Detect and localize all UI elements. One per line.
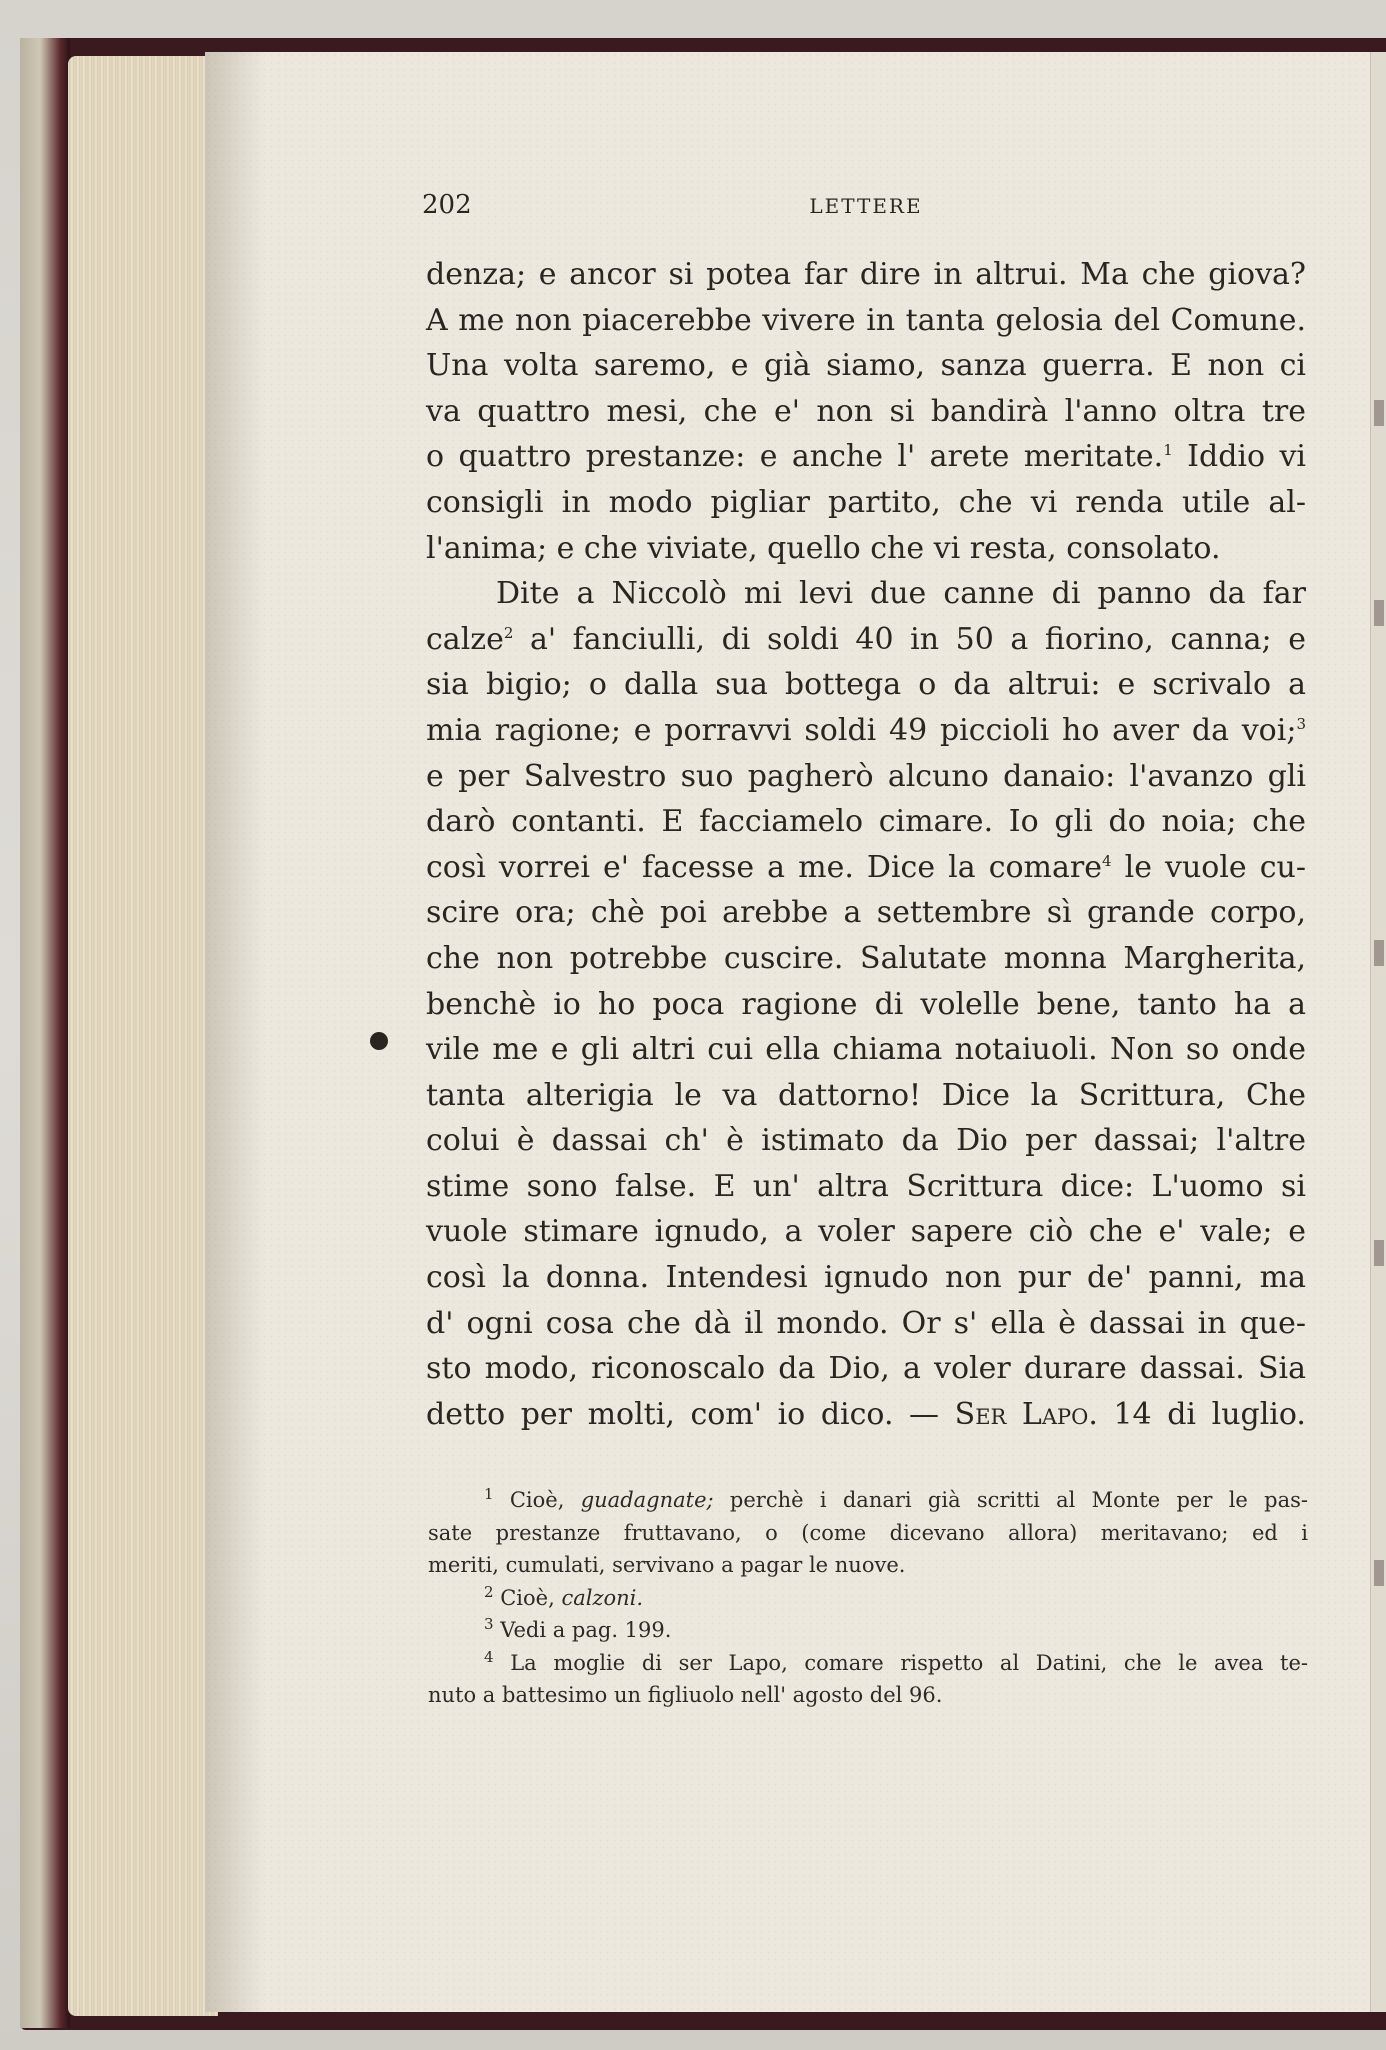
letter-date: 14 di luglio.: [1113, 1396, 1306, 1432]
running-title: LETTERE: [809, 194, 923, 218]
text-line: [426, 1392, 1306, 1438]
text-line: e per Salvestro suo pagherò alcuno danaio: l'avanzo gli: [426, 758, 1306, 794]
text-segment: Iddio vi: [1187, 439, 1306, 475]
text-segment: le vuole cu-: [1124, 849, 1306, 885]
text-line: [426, 617, 1306, 663]
text-line: scire ora; chè poi arebbe a settembre sì grande corpo,: [426, 895, 1306, 931]
footnote-2: [428, 1582, 1308, 1615]
text-line: sto modo, riconoscalo da Dio, a voler durare dassai. Sia: [426, 1351, 1306, 1387]
facing-page-bleed: [1374, 600, 1384, 626]
note-mark-1: 1: [1163, 441, 1173, 460]
text-line: stime sono false. E un' altra Scrittura dice: L'uomo si: [426, 1168, 1306, 1204]
text-segment: o quattro prestanze: e anche l' arete meritate.: [426, 439, 1164, 475]
text-line: Dite a Niccolò mi levi due canne di panno da far: [496, 576, 1306, 612]
facing-page-edge: [1370, 52, 1386, 2012]
text-line: [426, 708, 1306, 754]
text-line: [426, 434, 1306, 480]
running-head: [422, 190, 1310, 230]
text-line: d' ogni cosa che dà il mondo. Or s' ella è dassai in que-: [426, 1305, 1306, 1341]
footnote-1-line: sate prestanze fruttavano, o (come dicevano allora) meritavano; ed i: [428, 1520, 1308, 1545]
footnote-3-number: 3: [484, 1615, 494, 1633]
note-mark-2: 2: [503, 623, 514, 642]
footnotes: [428, 1484, 1308, 1712]
text-line: Una volta saremo, e già siamo, sanza guerra. E non ci: [426, 348, 1306, 384]
facing-page-bleed: [1374, 940, 1384, 966]
book-spine-edge: [20, 38, 70, 2028]
letter-body: [426, 252, 1306, 1437]
page-number: 202: [422, 190, 472, 220]
text-segment: Cioè,: [500, 1585, 555, 1610]
note-mark-3: 3: [1296, 714, 1306, 733]
text-line: tanta alterigia le va dattorno! Dice la Scrittura, Che: [426, 1077, 1306, 1113]
facing-page-bleed: [1374, 1560, 1384, 1586]
text-line: così la donna. Intendesi ignudo non pur de' panni, ma: [426, 1260, 1306, 1296]
text-segment: detto per molti, com' io dico. —: [426, 1396, 940, 1432]
text-line: vuole stimare ignudo, a voler sapere ciò che e' vale; e: [426, 1214, 1306, 1250]
text-line: benchè io ho poca ragione di volelle bene, tanto ha a: [426, 986, 1306, 1022]
text-line: che non potrebbe cuscire. Salutate monna Margherita,: [426, 940, 1306, 976]
text-segment: calze: [426, 621, 504, 657]
text-segment: Cioè,: [509, 1488, 565, 1512]
text-segment: così vorrei e' facesse a me. Dice la comare: [426, 849, 1102, 885]
margin-dot-mark: [370, 1032, 388, 1050]
footnote-4-line: nuto a battesimo un figliuolo nell' agosto del 96.: [428, 1683, 943, 1707]
footnote-4-number: 4: [484, 1647, 494, 1666]
text-line: va quattro mesi, che e' non si bandirà l'anno oltra tre: [426, 393, 1306, 429]
text-segment: a' fanciulli, di soldi 40 in 50 a fiorino, canna; e: [529, 621, 1306, 657]
footnote-1-number: 1: [484, 1485, 494, 1503]
footnote-2-number: 2: [484, 1582, 494, 1601]
note-mark-4: 4: [1102, 851, 1112, 870]
text-line: darò contanti. E facciamelo cimare. Io gli do noia; che: [426, 804, 1306, 840]
gutter-shadow: [205, 52, 265, 2012]
text-line: denza; e ancor si potea far dire in altrui. Ma che giova?: [426, 257, 1306, 292]
text-line: colui è dassai ch' è istimato da Dio per dassai; l'altre: [426, 1123, 1306, 1159]
text-line: vile me e gli altri cui ella chiama notaiuoli. Non so onde: [426, 1032, 1306, 1068]
text-segment: guadagnate;: [580, 1488, 714, 1512]
footnote-3: [428, 1614, 1308, 1647]
text-line: consigli in modo pigliar partito, che vi renda utile al-: [426, 484, 1306, 520]
text-line: sia bigio; o dalla sua bottega o da altrui: e scrivalo a: [426, 667, 1306, 703]
text-segment: calzoni.: [561, 1585, 644, 1610]
text-segment: La moglie di ser Lapo, comare rispetto al Datini, che le avea te-: [510, 1650, 1308, 1675]
text-line: A me non piacerebbe vivere in tanta gelosia del Comune.: [426, 302, 1306, 338]
page-block-edges: [68, 56, 218, 2016]
text-segment: mia ragione; e porravvi soldi 49 piccioli ho aver da voi;: [426, 712, 1297, 748]
facing-page-bleed: [1374, 1240, 1384, 1266]
signature: Ser Lapo.: [954, 1396, 1098, 1432]
text-segment: perchè i danari già scritti al Monte per le pas-: [729, 1488, 1308, 1512]
footnote-1-line: meriti, cumulati, servivano a pagar le nuove.: [428, 1553, 906, 1577]
facing-page-bleed: [1374, 400, 1384, 426]
footnote-1: [428, 1484, 1308, 1517]
text-line: [426, 845, 1306, 891]
text-segment: Vedi a pag. 199.: [500, 1618, 672, 1642]
footnote-4: [428, 1647, 1308, 1680]
text-line: l'anima; e che viviate, quello che vi resta, consolato.: [426, 530, 1221, 566]
